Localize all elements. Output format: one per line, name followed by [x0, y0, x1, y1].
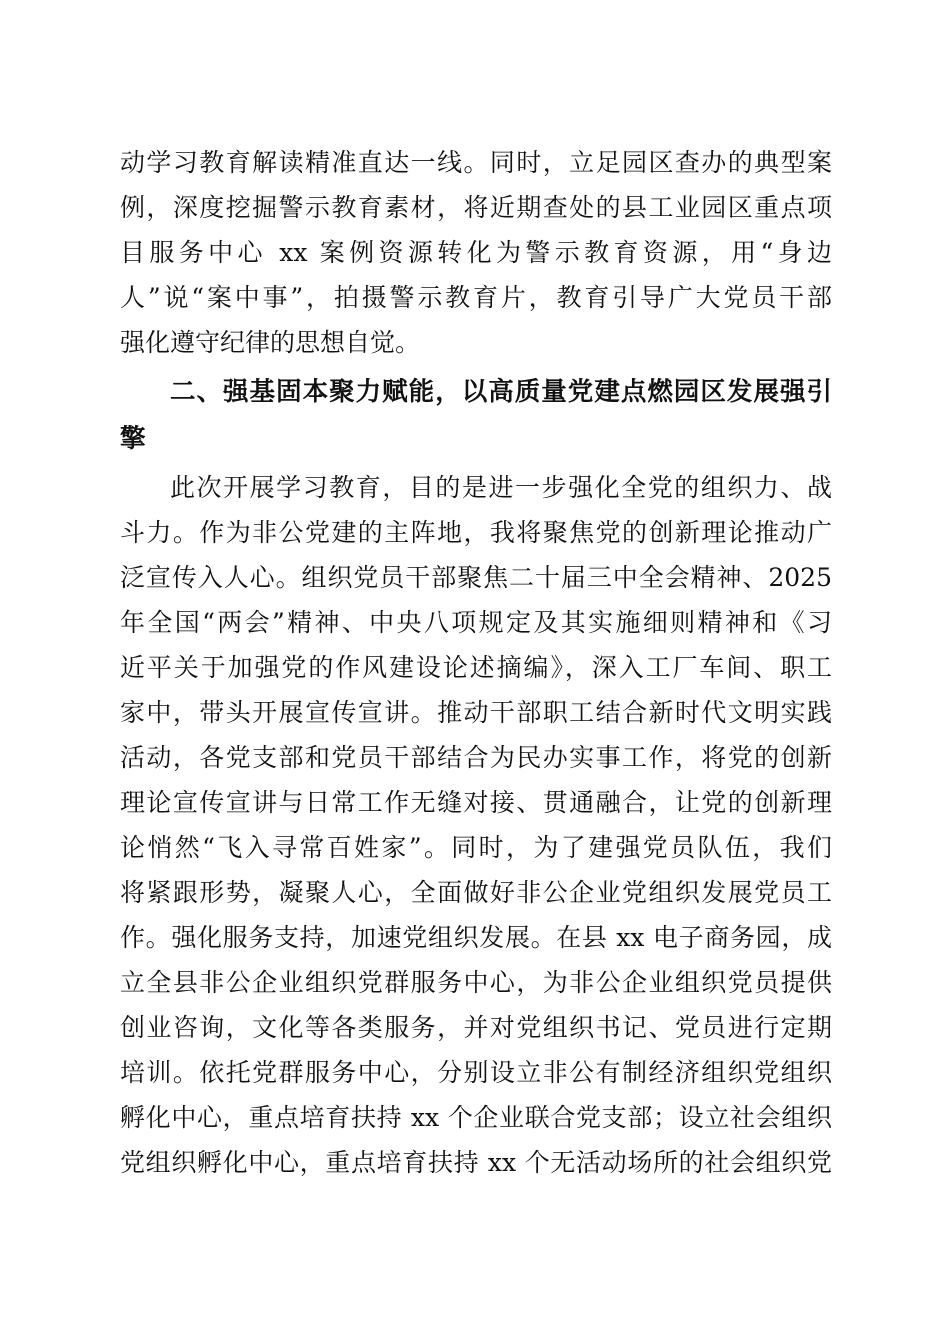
text-line: 理论宣传宣讲与日常工作无缝对接、贯通融合，让党的创新理 — [120, 788, 832, 817]
heading-line: 二、强基固本聚力赋能，以高质量党建点燃园区发展强引 — [170, 377, 832, 407]
text-line: 创业咨询，文化等各类服务，并对党组织书记、党员进行定期 — [120, 1013, 832, 1042]
text-line: 此次开展学习教育，目的是进一步强化全党的组织力、战 — [170, 473, 832, 502]
text-line: 论悄然“飞入寻常百姓家”。同时，为了建强党员队伍，我们 — [120, 833, 832, 862]
paragraph-main — [120, 465, 832, 1185]
text-line: 目服务中心 xx 案例资源转化为警示教育资源，用“身边 — [120, 238, 832, 267]
text-line: 近平关于加强党的作风建设论述摘编》，深入工厂车间、职工 — [120, 653, 832, 682]
heading-line: 擎 — [120, 424, 146, 454]
document-page — [120, 140, 832, 1185]
text-line: 培训。依托党群服务中心，分别设立非公有制经济组织党组织 — [120, 1058, 832, 1087]
paragraph-continued — [120, 140, 832, 365]
text-line: 年全国“两会”精神、中央八项规定及其实施细则精神和《习 — [120, 608, 832, 637]
section-heading — [120, 369, 832, 463]
text-line: 斗力。作为非公党建的主阵地，我将聚焦党的创新理论推动广 — [120, 518, 832, 547]
text-line: 强化遵守纪律的思想自觉。 — [120, 328, 421, 357]
text-line: 将紧跟形势，凝聚人心，全面做好非公企业党组织发展党员工 — [120, 878, 832, 907]
text-line: 例，深度挖掘警示教育素材，将近期查处的县工业园区重点项 — [120, 193, 832, 222]
text-line: 泛宣传入人心。组织党员干部聚焦二十届三中全会精神、2025 — [120, 563, 832, 592]
text-line: 作。强化服务支持，加速党组织发展。在县 xx 电子商务园，成 — [120, 923, 832, 952]
text-line: 活动，各党支部和党员干部结合为民办实事工作，将党的创新 — [120, 743, 832, 772]
text-line: 孵化中心，重点培育扶持 xx 个企业联合党支部；设立社会组织 — [120, 1103, 832, 1132]
text-line: 党组织孵化中心，重点培育扶持 xx 个无活动场所的社会组织党 — [120, 1148, 832, 1177]
text-line: 人”说“案中事”，拍摄警示教育片，教育引导广大党员干部 — [120, 283, 832, 312]
text-line: 动学习教育解读精准直达一线。同时，立足园区查办的典型案 — [120, 148, 832, 177]
text-line: 立全县非公企业组织党群服务中心，为非公企业组织党员提供 — [120, 968, 832, 997]
text-line: 家中，带头开展宣传宣讲。推动干部职工结合新时代文明实践 — [120, 698, 832, 727]
